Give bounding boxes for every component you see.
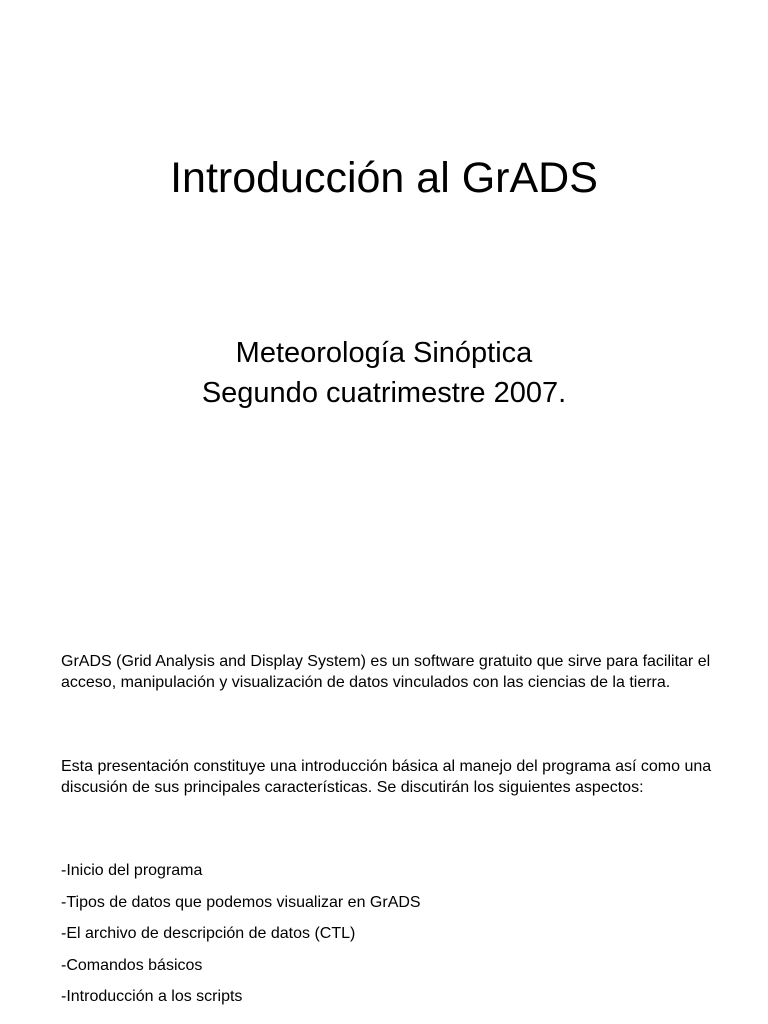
overview-paragraph: Esta presentación constituye una introducción básica al manejo del programa así como una discusión de sus principales características. Se discutirán los siguientes aspectos:: [61, 758, 712, 796]
list-item: -Comandos básicos: [61, 956, 203, 974]
list-item: -El archivo de descripción de datos (CTL): [61, 925, 356, 942]
list-item: -Inicio del programa: [61, 862, 203, 879]
subtitle-term: Segundo cuatrimestre 2007.: [201, 377, 567, 409]
list-item: -Introducción a los scripts: [61, 988, 243, 1005]
list-item: -Tipos de datos que podemos visualizar en GrADS: [61, 893, 421, 911]
subtitle-course: Meteorología Sinóptica: [235, 337, 533, 369]
slide-title: Introducción al GrADS: [170, 154, 598, 202]
topic-list: [61, 861, 721, 1019]
slide-subtitle: [0, 333, 768, 413]
intro-paragraph: GrADS (Grid Analysis and Display System) es un software gratuito que sirve para facilitar el acceso, manipulación y visualización de datos vinculados con las ciencias de la tierra.: [61, 653, 711, 691]
